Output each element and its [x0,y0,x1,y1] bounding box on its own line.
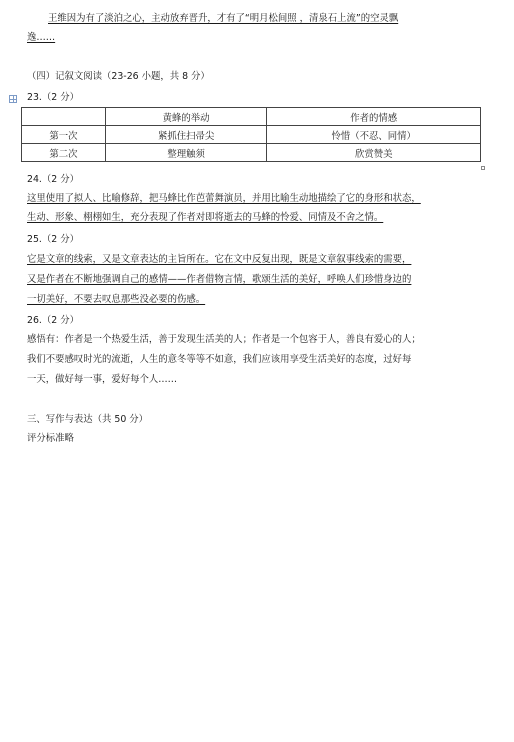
section-4-heading: （四）记叙文阅读（23-26 小题，共 8 分） [27,71,210,82]
q25-answer-line: 又是作者在不断地强调自己的感情——作者借物言情，歌颂生活的美好，呼唤人们珍惜身边的 [27,274,412,285]
scoring-note: 评分标准略 [27,433,74,444]
table-move-handle-icon[interactable] [9,95,17,103]
q26-answer-line: 一天，做好每一事，爱好每个人…… [27,374,178,385]
table-cell: 紧抓住扫帚尖 [105,126,267,144]
q25-answer-line: 一切美好，不要去叹息那些没必要的伤感。 [27,294,206,305]
q26-answer-line: 我们不要感叹时光的流逝，人生的意冬等等不如意，我们应该用享受生活美好的态度，过好每 [27,354,412,365]
q25-answer-line: 它是文章的线索，又是文章表达的主旨所在。它在文中反复出现，既是文章叙事线索的需要， [27,254,412,265]
table-cell: 怜惜（不忍、同情） [267,126,481,144]
table-header-row [22,108,481,126]
table-header-cell: 作者的情感 [267,108,481,126]
table-row [22,144,481,162]
q23-label: 23.（2 分） [27,92,79,103]
q26-label: 26.（2 分） [27,315,79,326]
q23-answer-table [21,107,481,162]
table-cell: 整理触须 [105,144,267,162]
section-3-heading: 三、写作与表达（共 50 分） [27,414,149,425]
intro-line-2: 逸…… [27,32,56,43]
q24-answer-line: 这里使用了拟人、比喻修辞，把马蜂比作芭蕾舞演员，并用比喻生动地描绘了它的身形和状态， [27,193,421,204]
table-row [22,126,481,144]
intro-line-1: 王维因为有了淡泊之心，主动放弃晋升，才有了“明月松间照 ，清泉石上流”的空灵飘 [48,13,399,24]
q24-answer-line: 生动、形象、栩栩如生，充分表现了作者对即将逝去的马蜂的怜爱、同情及不舍之情。 [27,212,384,223]
q26-answer-line: 感悟有：作者是一个热爱生活，善于发现生活美的人；作者是一个包容于人，善良有爱心的人； [27,334,421,345]
q24-label: 24.（2 分） [27,174,79,185]
table-cell: 第二次 [22,144,106,162]
table-resize-handle[interactable] [481,166,485,170]
table-cell: 欣赏赞美 [267,144,481,162]
table-cell: 第一次 [22,126,106,144]
table-header-cell [22,108,106,126]
q25-label: 25.（2 分） [27,234,79,245]
table-header-cell: 黄蜂的举动 [105,108,267,126]
